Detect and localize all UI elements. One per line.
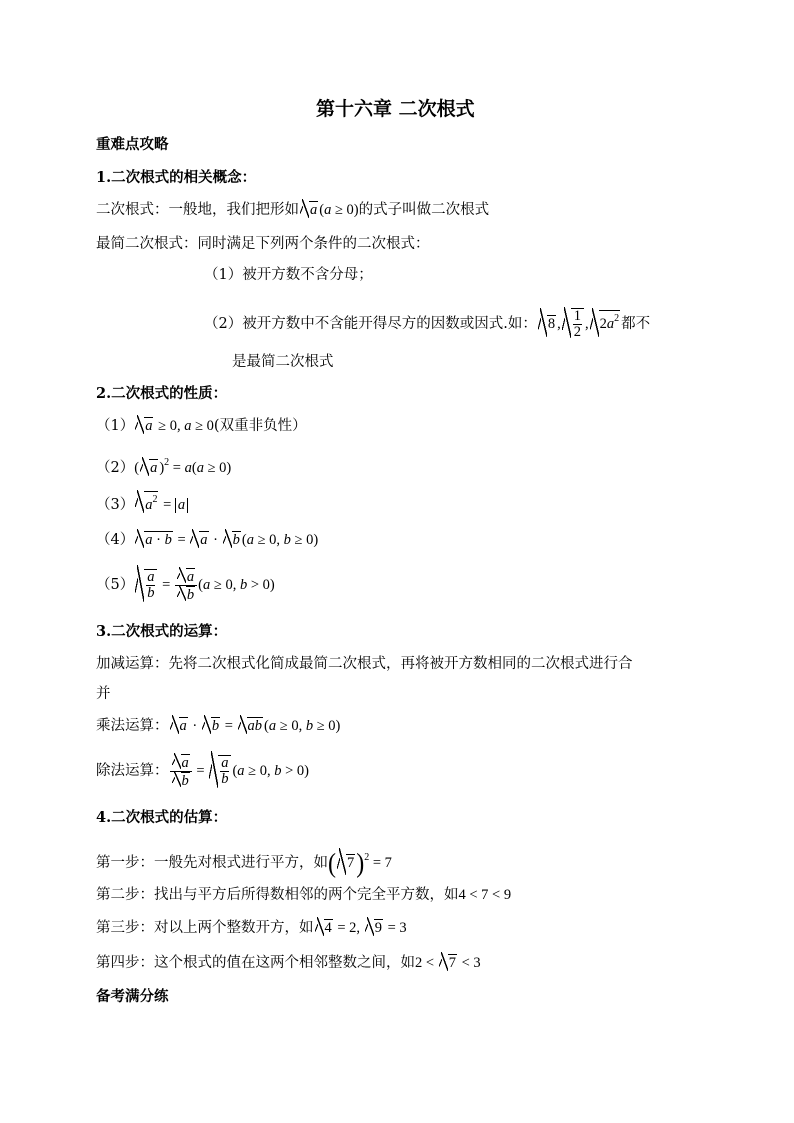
s2-p5-formula: $\frac{a}{b}$ = $\frac{a}{b}$ (a ≥ 0, b > 0) [134, 577, 275, 593]
footer-heading: 备考满分练 [96, 988, 169, 1005]
s4-step2-text: 第二步：找出与平方后所得数相邻的两个完全平方数，如 [96, 887, 459, 903]
s1-def-prefix: 二次根式：一般地，我们把形如 [96, 202, 299, 218]
s1-heading: 1.二次根式的相关概念： [96, 169, 257, 186]
s1-cond1: （1）被开方数不含分母； [204, 267, 373, 283]
s3-div-prefix: 除法运算： [96, 763, 169, 779]
s2-prop3 [96, 491, 188, 515]
s4-step3-formula: 4 = 2, 9 = 3 [314, 920, 407, 936]
s4-step1-formula: ( 7)$^2$ = 7 [328, 848, 392, 879]
s2-p1-label: （1） [96, 418, 135, 434]
s2-prop5 [96, 566, 275, 604]
s2-prop1 [96, 416, 307, 436]
s2-p4-label: （4） [96, 532, 135, 548]
s3-mul-formula: a · b = ab (a ≥ 0, b ≥ 0) [169, 718, 341, 734]
s2-prop4 [96, 530, 318, 550]
s3-mul [96, 716, 340, 736]
s2-p5-label: （5） [96, 577, 135, 593]
s2-p2-label: （2） [96, 460, 135, 476]
s4-step1-text: 第一步：一般先对根式进行平方，如 [96, 855, 328, 871]
s1-definition [96, 200, 489, 220]
s4-step1 [96, 844, 392, 877]
s2-heading: 2.二次根式的性质： [96, 385, 228, 402]
s2-p1-formula: a ≥ 0, a ≥ 0 [134, 418, 214, 434]
s2-p2-formula: ( a )$^2$ = a(a ≥ 0) [134, 457, 232, 476]
s3-div [96, 752, 309, 790]
s1-simplest-intro: 最简二次根式：同时满足下列两个条件的二次根式： [96, 236, 430, 252]
s1-cond2-suffix: 都不 [621, 315, 651, 332]
s1-def-formula: a (a ≥ 0) [299, 202, 359, 218]
s3-addsub-line1: 加减运算：先将二次根式化简成最简二次根式，再将被开方数相同的二次根式进行合 [96, 656, 633, 672]
s3-mul-prefix: 乘法运算： [96, 718, 169, 734]
s2-p3-label: （3） [96, 497, 135, 513]
s4-step4-formula: 2 < 7 < 3 [415, 955, 481, 971]
s2-prop2 [96, 453, 231, 478]
s4-heading: 4.二次根式的估算： [96, 809, 228, 826]
s2-p1-note: (双重非负性） [213, 418, 307, 434]
s4-step4-text: 第四步：这个根式的值在这两个相邻整数之间，如 [96, 955, 415, 971]
s1-cond2-cont: 是最简二次根式 [232, 354, 334, 370]
s3-heading: 3.二次根式的运算： [96, 623, 228, 640]
page-title: 第十六章 二次根式 [316, 98, 475, 120]
s4-step3-text: 第三步：对以上两个整数开方，如 [96, 920, 314, 936]
s4-step3 [96, 918, 407, 938]
s4-step2 [96, 885, 511, 905]
s1-def-suffix: 的式子叫做二次根式 [358, 202, 490, 218]
s2-p4-formula: a · b = a · b (a ≥ 0, b ≥ 0) [134, 532, 318, 548]
s1-cond2-examples: 8 , $\frac{1}{2}$ , $2a^2$ [537, 316, 621, 332]
s4-step2-formula: 4 < 7 < 9 [458, 887, 512, 903]
section-header: 重难点攻略 [96, 136, 169, 153]
s1-cond2-prefix: （2）被开方数中不含能开得尽方的因数或因式.如： [204, 315, 537, 332]
s3-div-formula: $\frac{a}{b}$ = $\frac{a}{b}$ (a ≥ 0, b > 0) [169, 763, 310, 779]
s2-p3-formula: $a^2 = a$ [134, 497, 188, 513]
s3-addsub-line2: 并 [96, 686, 111, 702]
s4-step4 [96, 953, 481, 973]
s1-cond2 [204, 308, 650, 340]
